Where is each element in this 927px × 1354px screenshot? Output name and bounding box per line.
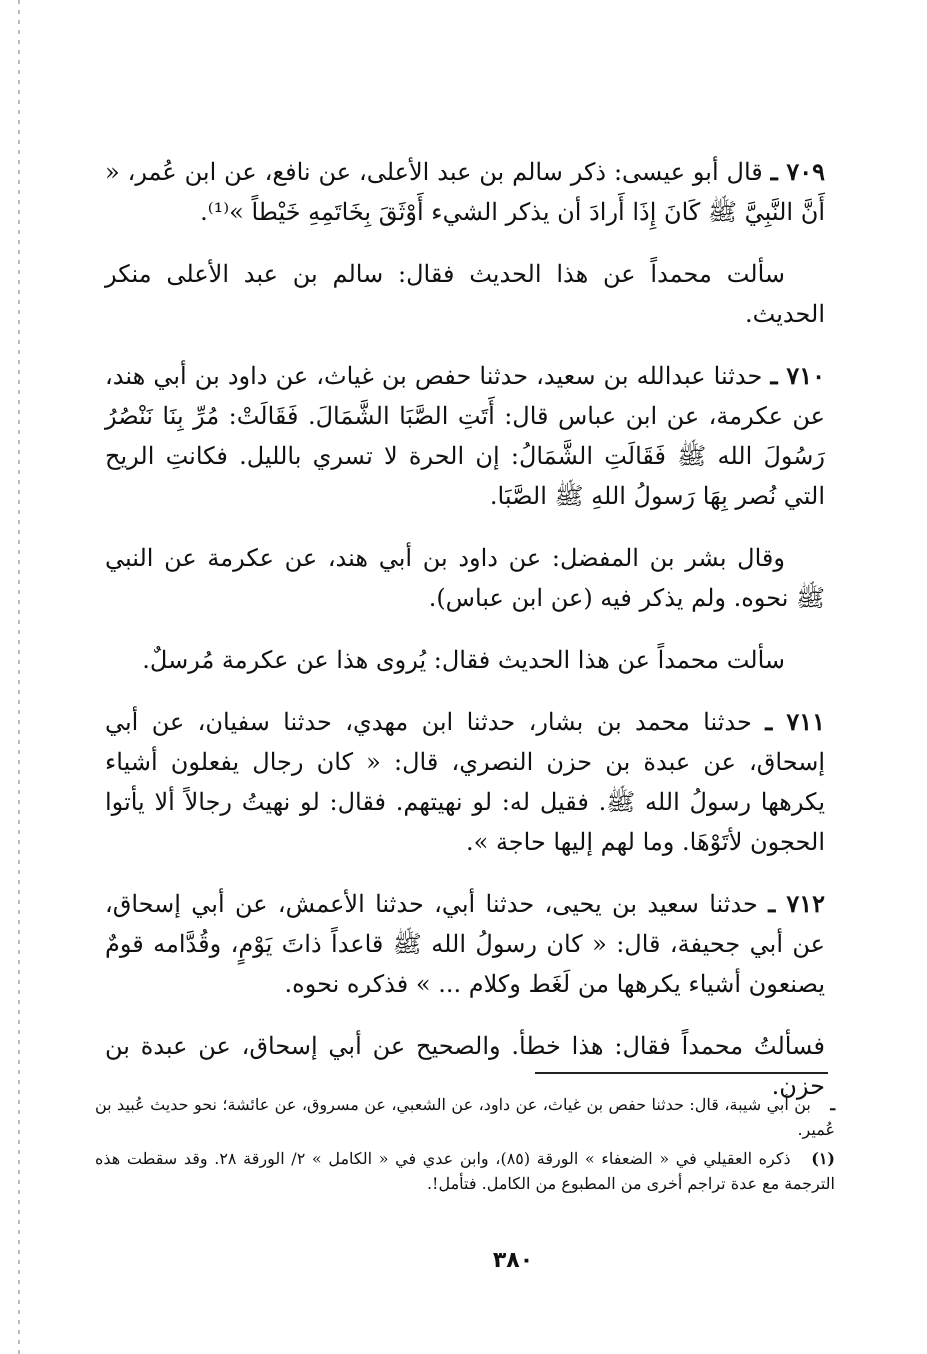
paragraph-note-710 — [105, 538, 825, 618]
paragraph-text: فسألتُ محمداً فقال: هذا خطأ. والصحيح عن أبي إسحاق، عن عبدة بن حزن. — [105, 1032, 825, 1100]
hadith-number: ٧١٢ ـ — [768, 889, 825, 918]
hadith-number: ٧٠٩ ـ — [770, 157, 825, 186]
hadith-number: ٧١١ ـ — [765, 707, 825, 736]
footnote-divider — [535, 1072, 828, 1074]
footnote-continued — [95, 1092, 835, 1142]
page-number: ٣٨٠ — [492, 1248, 534, 1273]
hadith-number: ٧١٠ ـ — [770, 361, 825, 390]
paragraph-text: سألت محمداً عن هذا الحديث فقال: سالم بن عبد الأعلى منكر الحديث. — [105, 260, 825, 328]
footnote-marker: ـ — [830, 1095, 835, 1114]
paragraph-text: حدثنا محمد بن بشار، حدثنا ابن مهدي، حدثنا سفيان، عن أبي إسحاق، عن عبدة بن حزن النصري، قال: « كان رجال يفعلون أشياء يكرهها رسولُ الله ﷺ. فقيل له: لو نهيتهم. فقال: لو نهيتُ رجالاً ألا يأتوا الحجون لأتَوْهَا. وما لهم إليها حاجة ». — [105, 708, 825, 856]
footnote-text: ذكره العقيلي في « الضعفاء » الورقة (٨٥)، وابن عدي في « الكامل » ٢/ الورقة ٢٨. وقد سقطت هذه الترجمة مع عدة تراجم أخرى من المطبوع من الكامل. فتأمل!. — [95, 1149, 835, 1193]
paragraph-comment-709 — [105, 254, 825, 334]
paragraph-711 — [105, 702, 825, 862]
paragraph-text: وقال بشر بن المفضل: عن داود بن أبي هند، عن عكرمة عن النبي ﷺ نحوه. ولم يذكر فيه (عن ابن عباس). — [105, 544, 825, 612]
scan-margin-line — [18, 0, 20, 1354]
footnotes — [95, 1092, 835, 1200]
footnote-marker: (١) — [811, 1149, 835, 1168]
paragraph-text: سألت محمداً عن هذا الحديث فقال: يُروى هذا عن عكرمة مُرسلٌ. — [142, 646, 785, 674]
paragraph-710 — [105, 356, 825, 516]
footnote-1 — [95, 1146, 835, 1196]
paragraph-text: حدثنا سعيد بن يحيى، حدثنا أبي، حدثنا الأعمش، عن أبي إسحاق، عن أبي جحيفة، قال: « كان رسولُ الله ﷺ قاعداً ذاتَ يَوْمٍ، وقُدَّامه قومٌ يصنعون أشياء يكرهها من لَغَط وكلام ... » فذكره نحوه. — [105, 890, 825, 998]
paragraph-712 — [105, 884, 825, 1004]
main-text — [105, 152, 825, 1128]
paragraph-comment-710 — [105, 640, 825, 680]
paragraph-709 — [105, 152, 825, 232]
footnote-text: بن أبي شيبة، قال: حدثنا حفص بن غياث، عن داود، عن الشعبي، عن مسروق، عن عائشة؛ نحو حديث عُبيد بن عُمير. — [95, 1095, 835, 1139]
paragraph-text: حدثنا عبدالله بن سعيد، حدثنا حفص بن غياث، عن داود بن أبي هند، عن عكرمة، عن ابن عباس قال: أَتَتِ الصَّبَا الشَّمَالَ. فَقَالَتْ: مُرِّ بِنَا نَنْصُرُ رَسُولَ الله ﷺ فَقَالَتِ الشَّمَالُ: إن الحرة لا تسري بالليل. فكانتِ الريح التي نُصر بِهَا رَسولُ اللهِ ﷺ الصَّبَا. — [105, 362, 825, 510]
paragraph-text: قال أبو عيسى: ذكر سالم بن عبد الأعلى، عن نافع، عن ابن عُمر، « أَنَّ النَّبِيَّ ﷺ كَانَ إِذَا أَرادَ أن يذكر الشيء أَوْثَقَ بِخَاتَمِهِ خَيْطاً »⁽¹⁾. — [105, 158, 825, 226]
